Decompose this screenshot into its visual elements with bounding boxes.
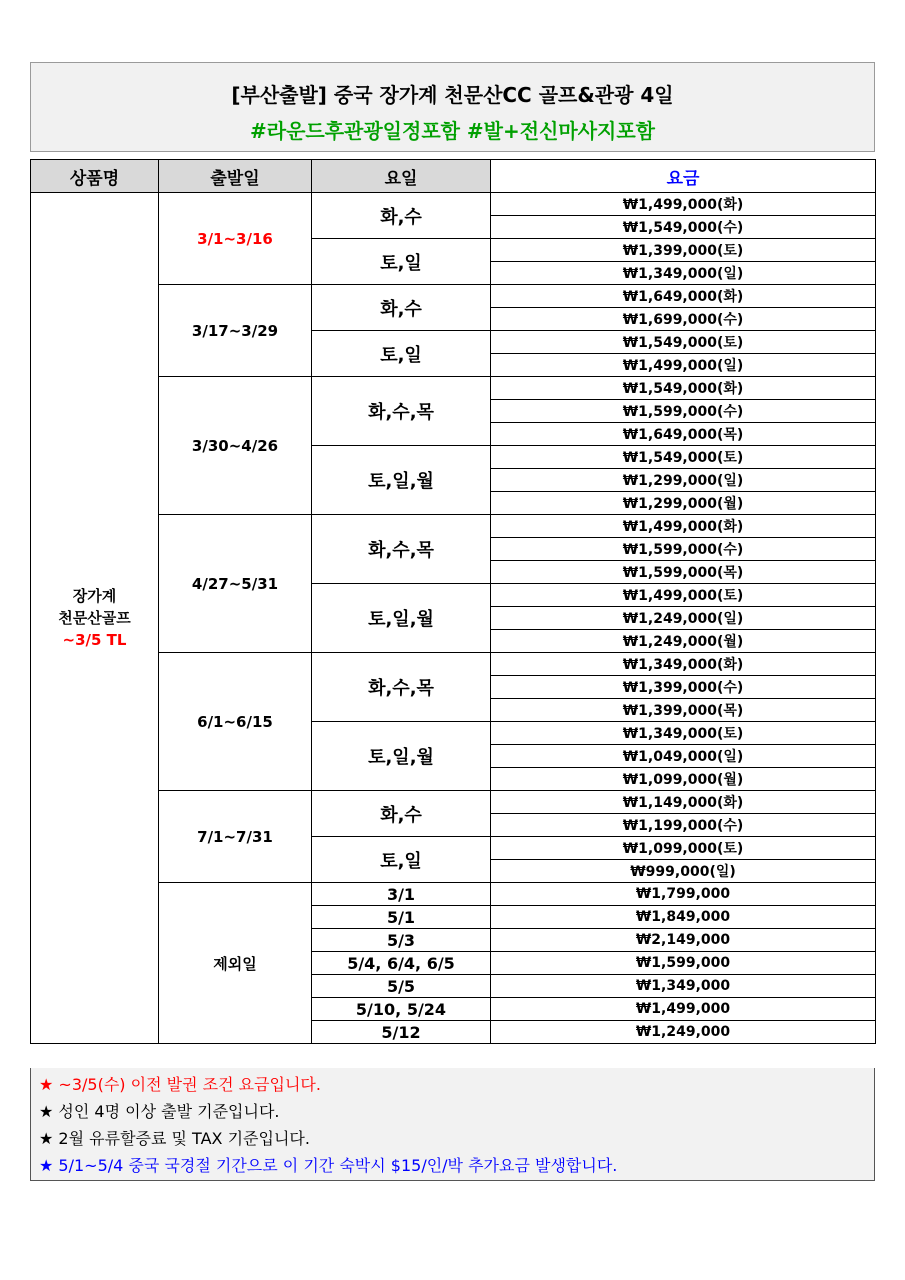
price-cell: ₩1,499,000(화) (491, 193, 876, 216)
product-line-2: 천문산골프 (58, 609, 131, 627)
note-line: ★ 성인 4명 이상 출발 기준입니다. (39, 1102, 280, 1121)
price-cell: ₩1,599,000(수) (491, 538, 876, 561)
title-box (30, 62, 875, 152)
header-product: 상품명 (31, 160, 159, 193)
page-title: [부산출발] 중국 장가계 천문산CC 골프&관광 4일 (231, 83, 674, 107)
exclusion-price-cell: ₩1,799,000 (491, 883, 876, 906)
price-cell: ₩1,499,000(화) (491, 515, 876, 538)
price-cell: ₩1,299,000(월) (491, 492, 876, 515)
exclusion-date-cell: 5/5 (312, 975, 491, 998)
product-name-cell (31, 193, 159, 1044)
table-row (31, 193, 876, 216)
weekday-cell: 화,수 (312, 285, 491, 331)
price-cell: ₩1,549,000(토) (491, 331, 876, 354)
header-weekday: 요일 (312, 160, 491, 193)
exclusion-date-cell: 5/3 (312, 929, 491, 952)
weekday-cell: 토,일,월 (312, 584, 491, 653)
note-line: ★ ~3/5(수) 이전 발권 조건 요금입니다. (39, 1075, 321, 1094)
price-cell: ₩1,199,000(수) (491, 814, 876, 837)
price-cell: ₩1,549,000(화) (491, 377, 876, 400)
table-header-row (31, 160, 876, 193)
exclusion-price-cell: ₩2,149,000 (491, 929, 876, 952)
price-cell: ₩1,599,000(수) (491, 400, 876, 423)
header-fee: 요금 (491, 160, 876, 193)
product-ticketing-limit: ~3/5 TL (62, 631, 127, 649)
price-cell: ₩1,549,000(수) (491, 216, 876, 239)
price-cell: ₩1,499,000(일) (491, 354, 876, 377)
weekday-cell: 화,수 (312, 791, 491, 837)
exclusion-price-cell: ₩1,849,000 (491, 906, 876, 929)
weekday-cell: 화,수 (312, 193, 491, 239)
price-cell: ₩1,599,000(목) (491, 561, 876, 584)
price-cell: ₩1,399,000(토) (491, 239, 876, 262)
price-table-body (31, 193, 876, 1044)
departure-period-cell: 3/17~3/29 (159, 285, 312, 377)
exclusion-date-cell: 5/12 (312, 1021, 491, 1044)
price-cell: ₩1,399,000(수) (491, 676, 876, 699)
header-departure: 출발일 (159, 160, 312, 193)
price-cell: ₩1,649,000(화) (491, 285, 876, 308)
price-cell: ₩1,349,000(일) (491, 262, 876, 285)
exclusion-price-cell: ₩1,349,000 (491, 975, 876, 998)
departure-period-cell: 6/1~6/15 (159, 653, 312, 791)
departure-period-cell: 3/30~4/26 (159, 377, 312, 515)
price-cell: ₩1,549,000(토) (491, 446, 876, 469)
departure-period-cell: 7/1~7/31 (159, 791, 312, 883)
note-line: ★ 5/1~5/4 중국 국경절 기간으로 이 기간 숙박시 $15/인/박 추가요금 발생합니다. (39, 1156, 618, 1175)
weekday-cell: 토,일 (312, 331, 491, 377)
price-cell: ₩1,099,000(월) (491, 768, 876, 791)
weekday-cell: 토,일 (312, 239, 491, 285)
price-cell: ₩999,000(일) (491, 860, 876, 883)
weekday-cell: 토,일,월 (312, 446, 491, 515)
page-subtitle-hashtags: #라운드후관광일정포함 #발+전신마사지포함 (250, 119, 655, 143)
price-cell: ₩1,149,000(화) (491, 791, 876, 814)
price-cell: ₩1,349,000(토) (491, 722, 876, 745)
price-cell: ₩1,699,000(수) (491, 308, 876, 331)
weekday-cell: 화,수,목 (312, 377, 491, 446)
departure-period-cell: 3/1~3/16 (159, 193, 312, 285)
price-cell: ₩1,349,000(화) (491, 653, 876, 676)
exclusion-label-cell: 제외일 (159, 883, 312, 1044)
exclusion-price-cell: ₩1,599,000 (491, 952, 876, 975)
exclusion-price-cell: ₩1,249,000 (491, 1021, 876, 1044)
price-cell: ₩1,249,000(일) (491, 607, 876, 630)
price-cell: ₩1,049,000(일) (491, 745, 876, 768)
exclusion-price-cell: ₩1,499,000 (491, 998, 876, 1021)
exclusion-date-cell: 5/10, 5/24 (312, 998, 491, 1021)
exclusion-date-cell: 3/1 (312, 883, 491, 906)
price-cell: ₩1,649,000(목) (491, 423, 876, 446)
exclusion-date-cell: 5/1 (312, 906, 491, 929)
price-cell: ₩1,099,000(토) (491, 837, 876, 860)
price-cell: ₩1,499,000(토) (491, 584, 876, 607)
product-line-1: 장가계 (72, 587, 117, 605)
price-cell: ₩1,299,000(일) (491, 469, 876, 492)
exclusion-date-cell: 5/4, 6/4, 6/5 (312, 952, 491, 975)
weekday-cell: 토,일 (312, 837, 491, 883)
departure-period-cell: 4/27~5/31 (159, 515, 312, 653)
price-table (30, 159, 876, 1044)
weekday-cell: 화,수,목 (312, 515, 491, 584)
price-cell: ₩1,399,000(목) (491, 699, 876, 722)
weekday-cell: 화,수,목 (312, 653, 491, 722)
weekday-cell: 토,일,월 (312, 722, 491, 791)
price-cell: ₩1,249,000(월) (491, 630, 876, 653)
note-line: ★ 2월 유류할증료 및 TAX 기준입니다. (39, 1129, 310, 1148)
notes-box (30, 1068, 875, 1181)
